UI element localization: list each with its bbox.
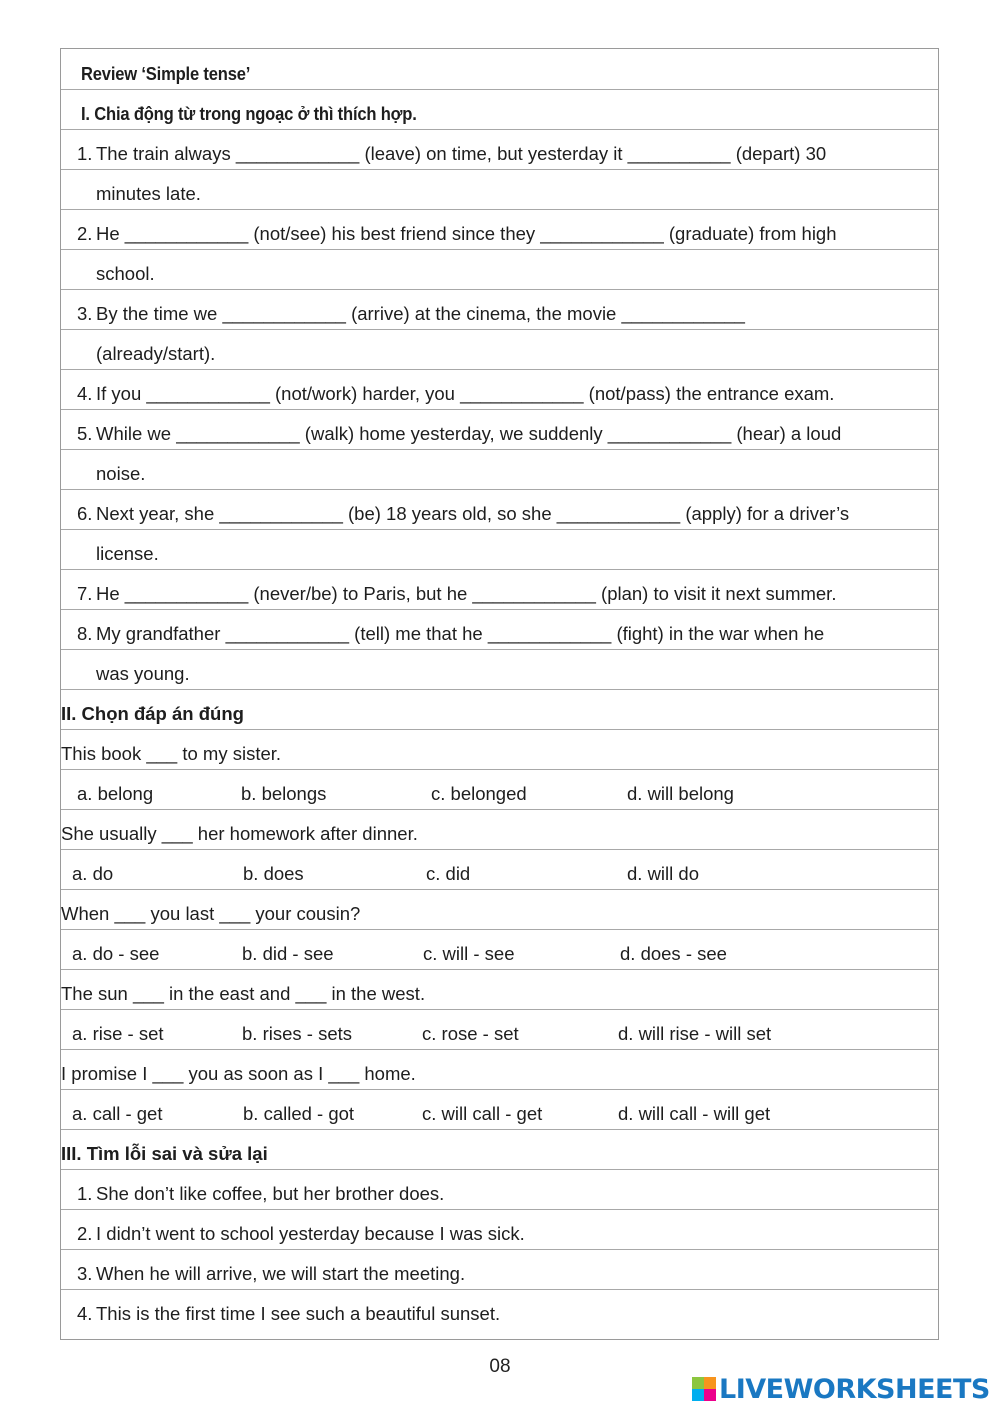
answer-option[interactable]: a. do - see bbox=[72, 943, 160, 964]
error-sentence: When he will arrive, we will start the meeting. bbox=[96, 1263, 466, 1284]
section2-heading: II. Chọn đáp án đúng bbox=[61, 703, 244, 724]
answer-option[interactable]: b. called - got bbox=[243, 1103, 355, 1124]
item-number: 2. bbox=[77, 223, 93, 244]
answer-option[interactable]: c. belonged bbox=[431, 783, 527, 804]
brand-name: LIVEWORKSHEETS bbox=[719, 1373, 990, 1405]
answer-option[interactable]: d. does - see bbox=[620, 943, 727, 964]
question-text: This book ___ to my sister. bbox=[61, 743, 282, 764]
page-number: 08 bbox=[489, 1356, 511, 1377]
error-line bbox=[61, 1289, 938, 1329]
question-text: When ___ you last ___ your cousin? bbox=[61, 903, 361, 924]
answer-option[interactable]: a. rise - set bbox=[72, 1023, 164, 1044]
exercise-text: was young. bbox=[96, 663, 190, 684]
exercise-text: By the time we ____________ (arrive) at the cinema, the movie ____________ bbox=[96, 303, 745, 324]
title-row bbox=[61, 49, 938, 89]
question-text: I promise I ___ you as soon as I ___ home. bbox=[61, 1063, 416, 1084]
answer-option[interactable]: a. do bbox=[72, 863, 114, 884]
worksheet bbox=[60, 48, 939, 1340]
item-number: 1. bbox=[77, 1183, 93, 1204]
answer-option[interactable]: b. does bbox=[243, 863, 304, 884]
answer-option[interactable]: a. call - get bbox=[72, 1103, 163, 1124]
question-text: The sun ___ in the east and ___ in the west. bbox=[61, 983, 426, 1004]
item-number: 7. bbox=[77, 583, 93, 604]
exercise-line bbox=[61, 169, 938, 209]
answer-option[interactable]: b. rises - sets bbox=[242, 1023, 352, 1044]
exercise-text: He ____________ (never/be) to Paris, but he ____________ (plan) to visit it next summer. bbox=[96, 583, 837, 604]
answer-option[interactable]: b. belongs bbox=[241, 783, 327, 804]
exercise-line bbox=[61, 329, 938, 369]
exercise-text: While we ____________ (walk) home yesterday, we suddenly ____________ (hear) a loud bbox=[96, 423, 842, 444]
exercise-line bbox=[61, 529, 938, 569]
exercise-text: school. bbox=[96, 263, 155, 284]
exercise-text: noise. bbox=[96, 463, 146, 484]
exercise-text: Next year, she ____________ (be) 18 years old, so she ____________ (apply) for a driver’s bbox=[96, 503, 850, 524]
error-sentence: This is the first time I see such a beautiful sunset. bbox=[96, 1303, 501, 1324]
options-row bbox=[61, 929, 938, 969]
exercise-line bbox=[61, 569, 938, 609]
answer-option[interactable]: d. will rise - will set bbox=[618, 1023, 772, 1044]
question-row bbox=[61, 729, 938, 769]
section2-heading-row bbox=[61, 689, 938, 729]
exercise-text: If you ____________ (not/work) harder, you ____________ (not/pass) the entrance exam. bbox=[96, 383, 835, 404]
item-number: 5. bbox=[77, 423, 93, 444]
exercise-line bbox=[61, 289, 938, 329]
answer-option[interactable]: c. did bbox=[426, 863, 471, 884]
liveworksheets-logo[interactable] bbox=[692, 1374, 990, 1404]
question-text: She usually ___ her homework after dinner. bbox=[61, 823, 418, 844]
error-sentence: I didn’t went to school yesterday because I was sick. bbox=[96, 1223, 525, 1244]
question-row bbox=[61, 1049, 938, 1089]
answer-option[interactable]: d. will call - will get bbox=[618, 1103, 771, 1124]
section3-heading: III. Tìm lỗi sai và sửa lại bbox=[61, 1143, 268, 1164]
question-row bbox=[61, 809, 938, 849]
exercise-line bbox=[61, 409, 938, 449]
answer-option[interactable]: c. will - see bbox=[423, 943, 515, 964]
question-row bbox=[61, 889, 938, 929]
options-row bbox=[61, 1009, 938, 1049]
exercise-line bbox=[61, 369, 938, 409]
options-row bbox=[61, 769, 938, 809]
options-row bbox=[61, 1089, 938, 1129]
options-row bbox=[61, 849, 938, 889]
answer-option[interactable]: b. did - see bbox=[242, 943, 334, 964]
exercise-line bbox=[61, 489, 938, 529]
answer-option[interactable]: c. will call - get bbox=[422, 1103, 543, 1124]
exercise-line bbox=[61, 129, 938, 169]
item-number: 6. bbox=[77, 503, 93, 524]
exercise-text: The train always ____________ (leave) on time, but yesterday it __________ (depart) 30 bbox=[96, 143, 827, 164]
worksheet-title: Review ‘Simple tense’ bbox=[81, 64, 251, 84]
item-number: 8. bbox=[77, 623, 93, 644]
section1-heading-row bbox=[61, 89, 938, 129]
question-row bbox=[61, 969, 938, 1009]
error-line bbox=[61, 1209, 938, 1249]
section3-heading-row bbox=[61, 1129, 938, 1169]
answer-option[interactable]: d. will do bbox=[627, 863, 699, 884]
answer-option[interactable]: a. belong bbox=[77, 783, 154, 804]
item-number: 4. bbox=[77, 383, 93, 404]
error-line bbox=[61, 1249, 938, 1289]
exercise-line bbox=[61, 449, 938, 489]
item-number: 3. bbox=[77, 1263, 93, 1284]
answer-option[interactable]: d. will belong bbox=[627, 783, 734, 804]
exercise-line bbox=[61, 609, 938, 649]
exercise-text: My grandfather ____________ (tell) me that he ____________ (fight) in the war when he bbox=[96, 623, 825, 644]
item-number: 4. bbox=[77, 1303, 93, 1324]
error-sentence: She don’t like coffee, but her brother does. bbox=[96, 1183, 445, 1204]
exercise-text: He ____________ (not/see) his best friend since they ____________ (graduate) from high bbox=[96, 223, 837, 244]
section1-heading: I. Chia động từ trong ngoạc ở thì thích hợp. bbox=[81, 104, 417, 124]
exercise-line bbox=[61, 249, 938, 289]
exercise-line bbox=[61, 209, 938, 249]
exercise-text: minutes late. bbox=[96, 183, 201, 204]
answer-option[interactable]: c. rose - set bbox=[422, 1023, 519, 1044]
error-line bbox=[61, 1169, 938, 1209]
item-number: 2. bbox=[77, 1223, 93, 1244]
exercise-line bbox=[61, 649, 938, 689]
item-number: 1. bbox=[77, 143, 93, 164]
exercise-text: license. bbox=[96, 543, 159, 564]
item-number: 3. bbox=[77, 303, 93, 324]
liveworksheets-logo-icon bbox=[692, 1377, 716, 1401]
exercise-text: (already/start). bbox=[96, 343, 216, 364]
